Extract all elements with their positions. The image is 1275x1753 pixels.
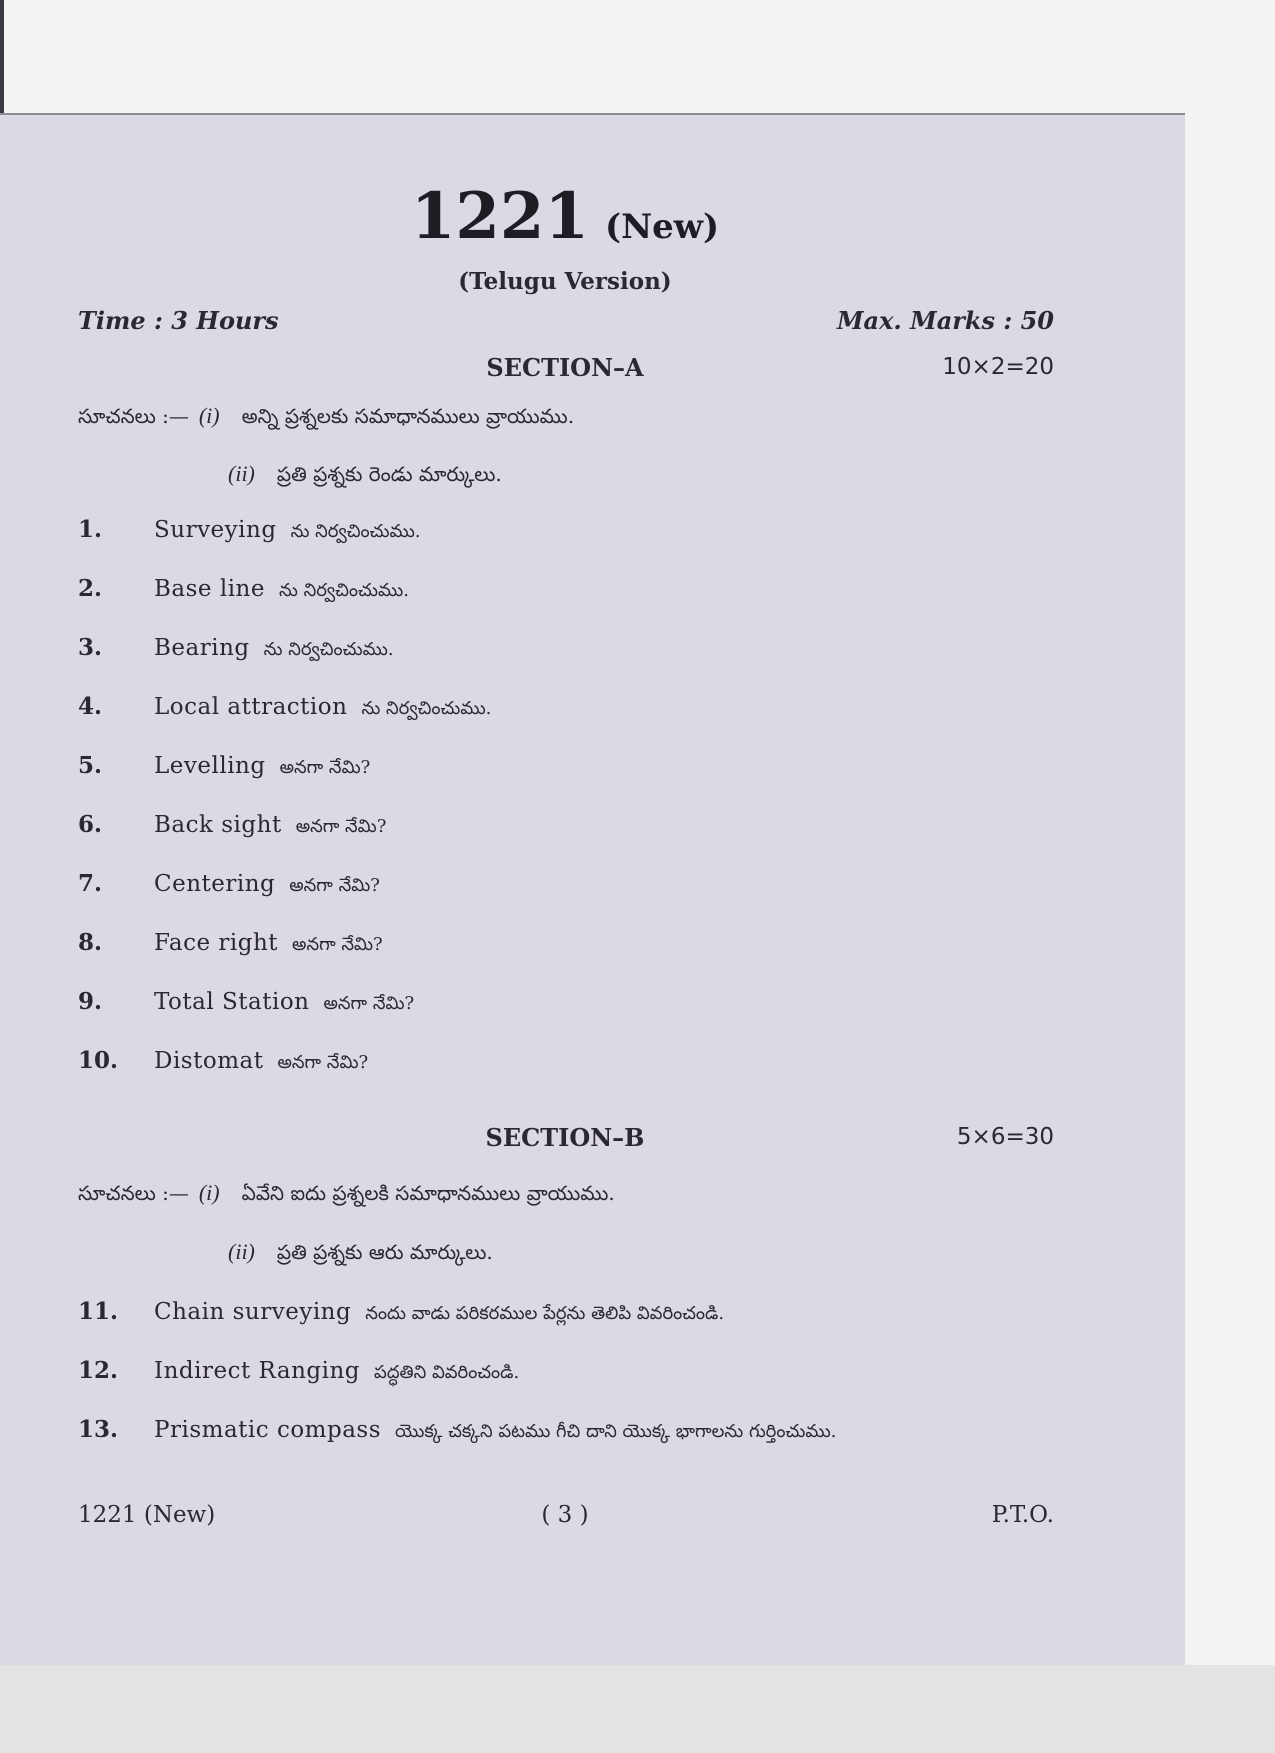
question-item: 13. Prismatic compass యొక్క చక్కని పటము గీచి దాని యొక్క భాగాలను గుర్తించుము.: [78, 1416, 837, 1443]
section-a-instruction-2: (ii) ప్రతి ప్రశ్నకు రెండు మార్కులు.: [228, 461, 502, 486]
question-item: 11. Chain surveying నందు వాడు పరికరముల పేర్లను తెలిపి వివరించండి.: [78, 1298, 725, 1325]
paper-title: [0, 179, 1130, 254]
pto-label: P.T.O.: [991, 1502, 1054, 1528]
paper-tag: (New): [604, 207, 720, 247]
section-b-instruction-1: సూచనలు :— (i) ఏవేని ఐదు ప్రశ్నలకి సమాధానములు వ్రాయుము.: [78, 1180, 615, 1205]
page-left-edge: [0, 0, 4, 118]
question-item: 1. Surveying ను నిర్వచించుము.: [78, 516, 421, 543]
section-b-marks: 5×6=30: [956, 1124, 1054, 1150]
page-number: ( 3 ): [541, 1502, 589, 1528]
scan-background: [0, 1665, 1275, 1753]
question-item: 10. Distomat అనగా నేమి?: [78, 1047, 369, 1074]
question-item: 9. Total Station అనగా నేమి?: [78, 988, 415, 1015]
question-item: 2. Base line ను నిర్వచించుము.: [78, 575, 409, 602]
question-item: 3. Bearing ను నిర్వచించుము.: [78, 634, 394, 661]
section-a-instruction-1: సూచనలు :— (i) అన్ని ప్రశ్నలకు సమాధానములు వ్రాయుము.: [78, 403, 575, 428]
section-a-marks: 10×2=20: [942, 354, 1054, 380]
question-item: 7. Centering అనగా నేమి?: [78, 870, 380, 897]
question-item: 5. Levelling అనగా నేమి?: [78, 752, 371, 779]
question-item: 8. Face right అనగా నేమి?: [78, 929, 383, 956]
section-a-heading: SECTION–A: [486, 353, 644, 382]
instructions-label: సూచనలు :—: [78, 1181, 189, 1205]
section-b-instruction-2: (ii) ప్రతి ప్రశ్నకు ఆరు మార్కులు.: [228, 1239, 493, 1264]
section-b-heading: SECTION–B: [485, 1123, 645, 1152]
footer-paper-code: 1221 (New): [78, 1502, 216, 1528]
instructions-label: సూచనలు :—: [78, 404, 189, 428]
version-label: (Telugu Version): [458, 268, 672, 295]
question-item: 12. Indirect Ranging పద్ధతిని వివరించండి.: [78, 1357, 520, 1384]
time-label: Time : 3 Hours: [78, 306, 279, 335]
exam-page: [0, 113, 1185, 1665]
question-item: 6. Back sight అనగా నేమి?: [78, 811, 387, 838]
question-item: 4. Local attraction ను నిర్వచించుము.: [78, 693, 492, 720]
paper-code: 1221: [410, 179, 589, 254]
max-marks-label: Max. Marks : 50: [836, 306, 1054, 335]
